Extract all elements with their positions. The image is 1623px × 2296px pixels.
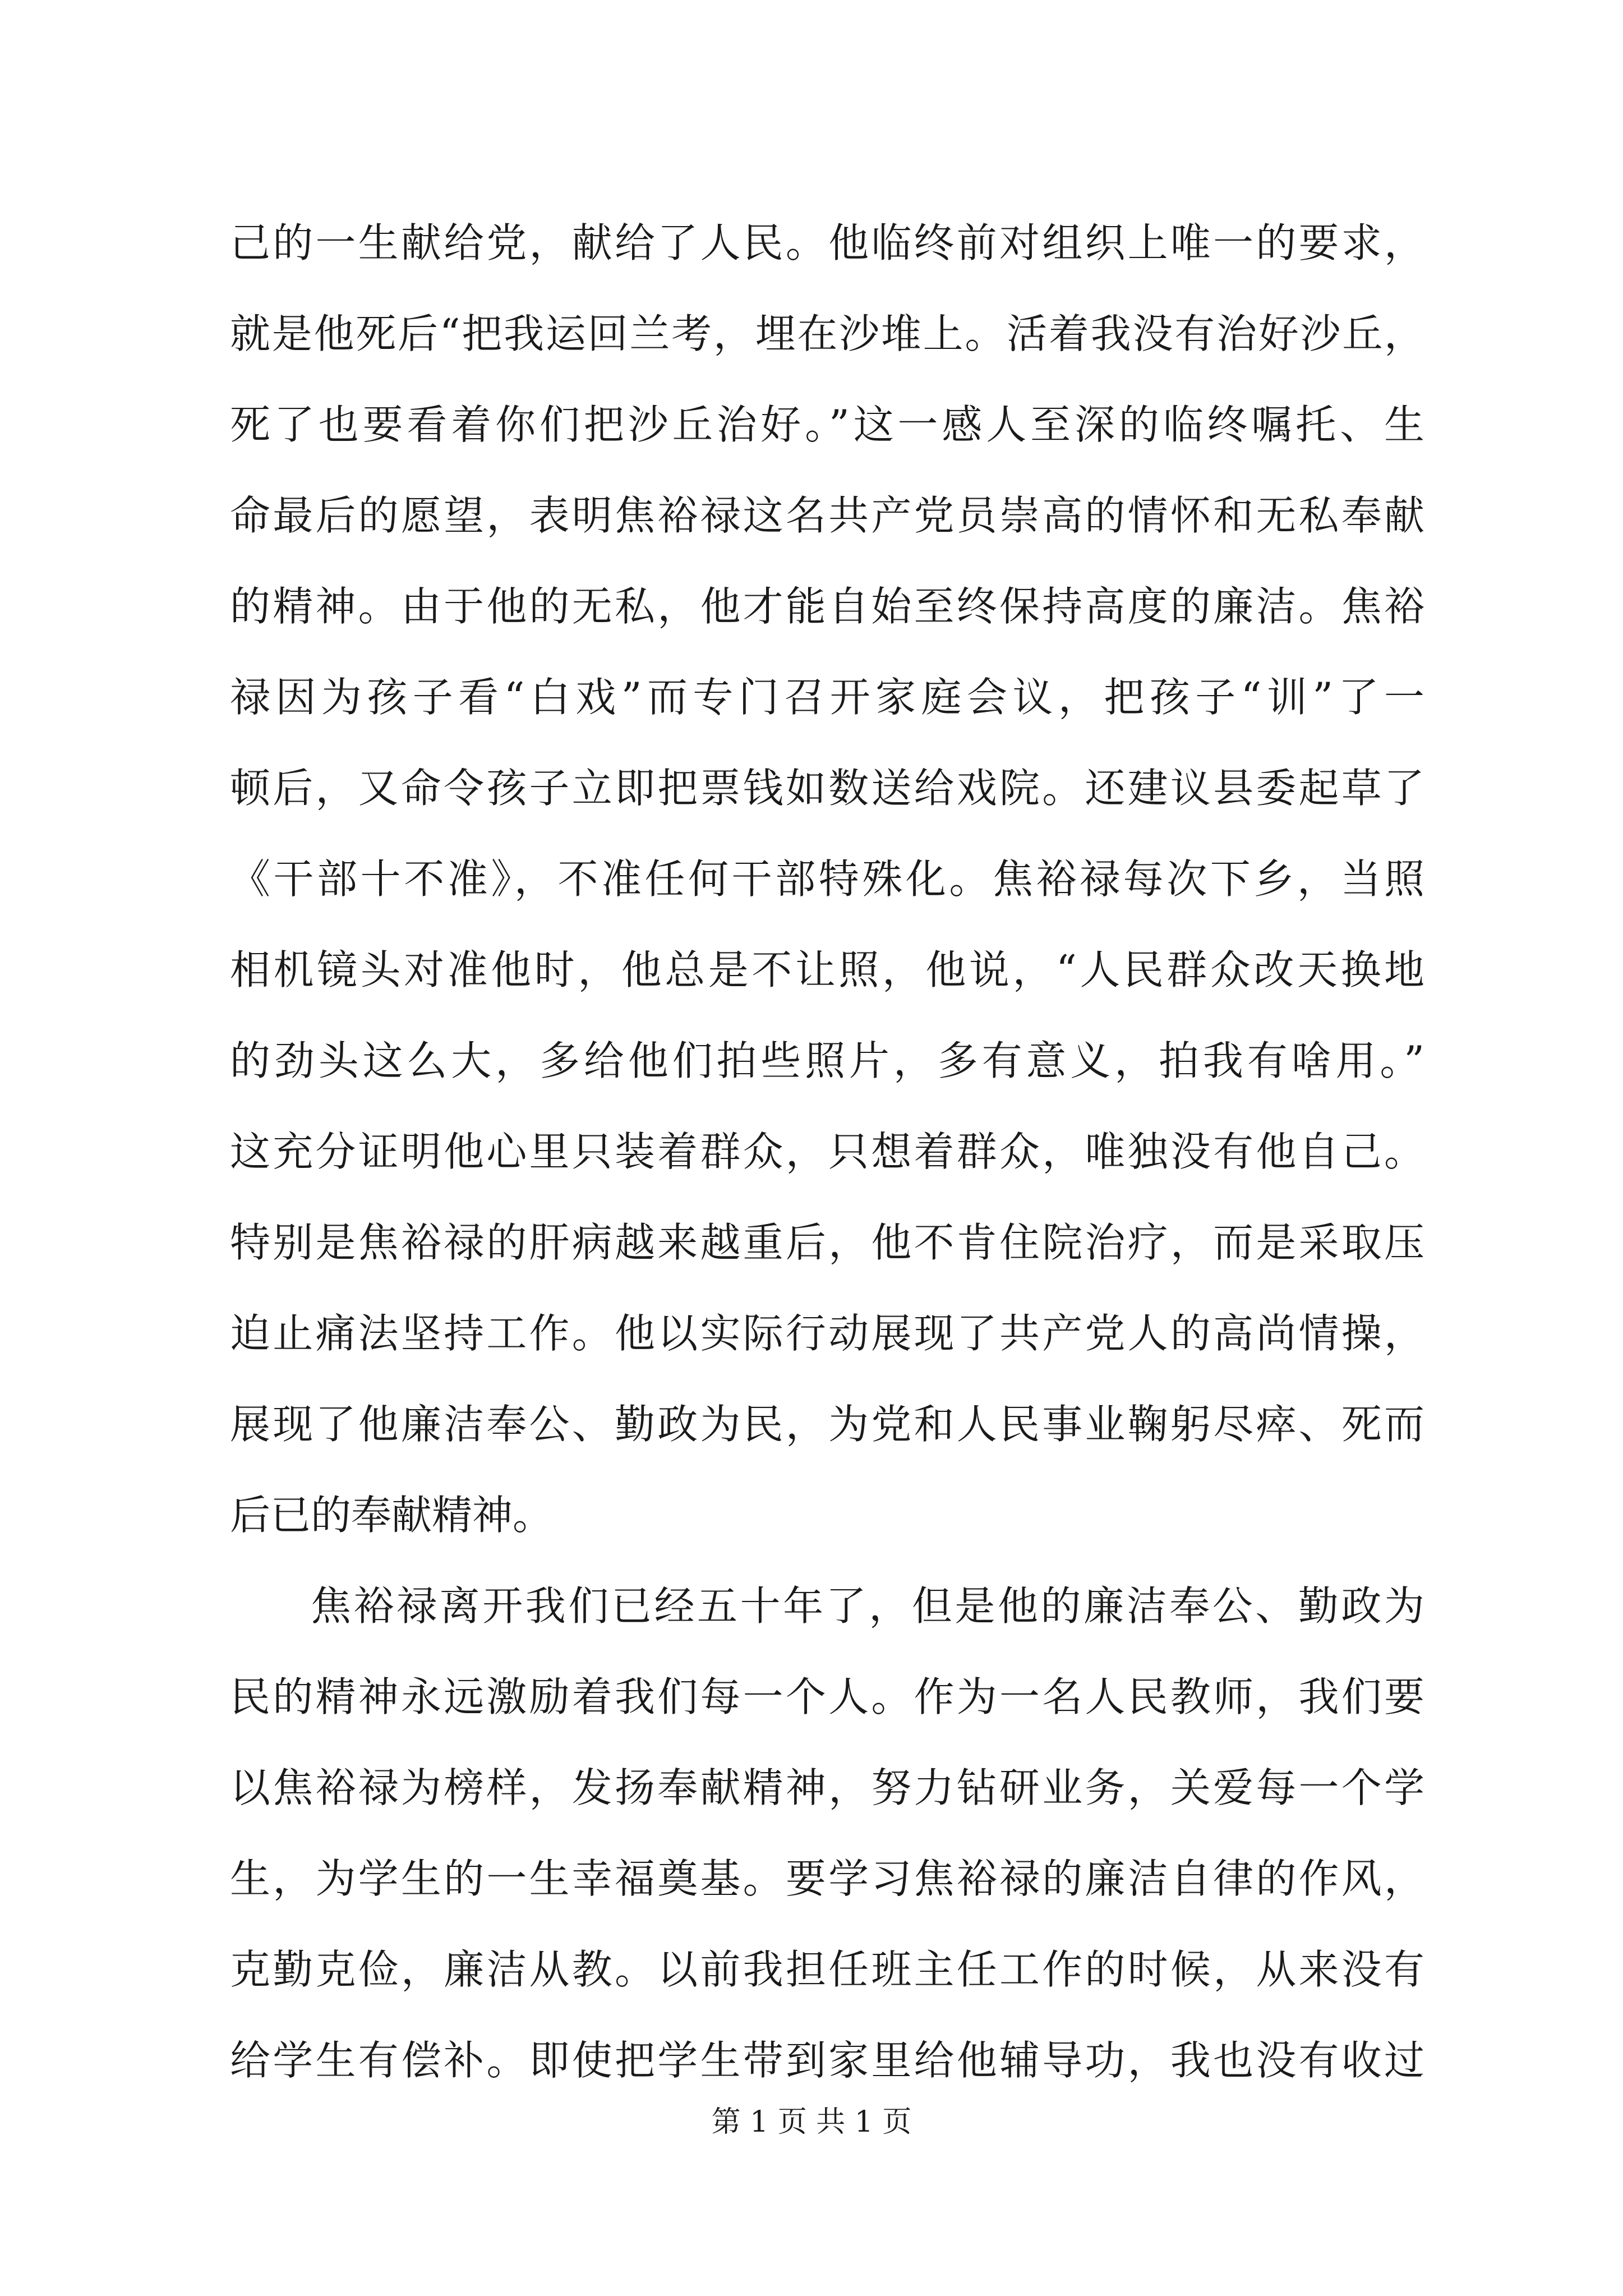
text-line: 展现了他廉洁奉公、勤政为民，为党和人民事业鞠躬尽瘁、死而 [230,1401,1424,1448]
text-line: 迫止痛法坚持工作。他以实际行动展现了共产党人的高尚情操， [230,1310,1424,1357]
text-line: 相机镜头对准他时，他总是不让照，他说，“人民群众改天换地 [230,946,1424,993]
page-footer [0,2102,1623,2142]
page-number-label: 第 1 页 共 1 页 [711,2105,912,2139]
text-line: 给学生有偿补。即使把学生带到家里给他辅导功，我也没有收过 [230,2037,1424,2084]
text-line: 这充分证明他心里只装着群众，只想着群众，唯独没有他自己。 [230,1128,1424,1175]
text-line: 民的精神永远激励着我们每一个人。作为一名人民教师，我们要 [230,1673,1424,1720]
text-line: 的劲头这么大，多给他们拍些照片，多有意义，拍我有啥用。” [230,1037,1424,1084]
text-line: 己的一生献给党，献给了人民。他临终前对组织上唯一的要求， [230,219,1424,266]
paragraph-first-line: 焦裕禄离开我们已经五十年了，但是他的廉洁奉公、勤政为 [311,1582,1424,1630]
text-line: 以焦裕禄为榜样，发扬奉献精神，努力钻研业务，关爱每一个学 [230,1764,1424,1811]
document-body [230,197,1424,2106]
text-line: 顿后，又命令孩子立即把票钱如数送给戏院。还建议县委起草了 [230,765,1424,812]
text-line: 特别是焦裕禄的肝病越来越重后，他不肯住院治疗，而是采取压 [230,1219,1424,1266]
text-line: 死了也要看着你们把沙丘治好。”这一感人至深的临终嘱托、生 [230,401,1424,448]
text-line: 克勤克俭，廉洁从教。以前我担任班主任工作的时候，从来没有 [230,1946,1424,1993]
text-line: 《干部十不准》，不准任何干部特殊化。焦裕禄每次下乡，当照 [230,855,1424,903]
text-line: 禄因为孩子看“白戏”而专门召开家庭会议，把孩子“训”了一 [230,674,1424,721]
text-line: 命最后的愿望，表明焦裕禄这名共产党员崇高的情怀和无私奉献 [230,492,1424,539]
text-line: 就是他死后“把我运回兰考，埋在沙堆上。活着我没有治好沙丘， [230,310,1424,357]
text-line: 的精神。由于他的无私，他才能自始至终保持高度的廉洁。焦裕 [230,583,1424,630]
text-line: 生，为学生的一生幸福奠基。要学习焦裕禄的廉洁自律的作风， [230,1855,1424,1902]
text-line: 后已的奉献精神。 [230,1492,554,1539]
